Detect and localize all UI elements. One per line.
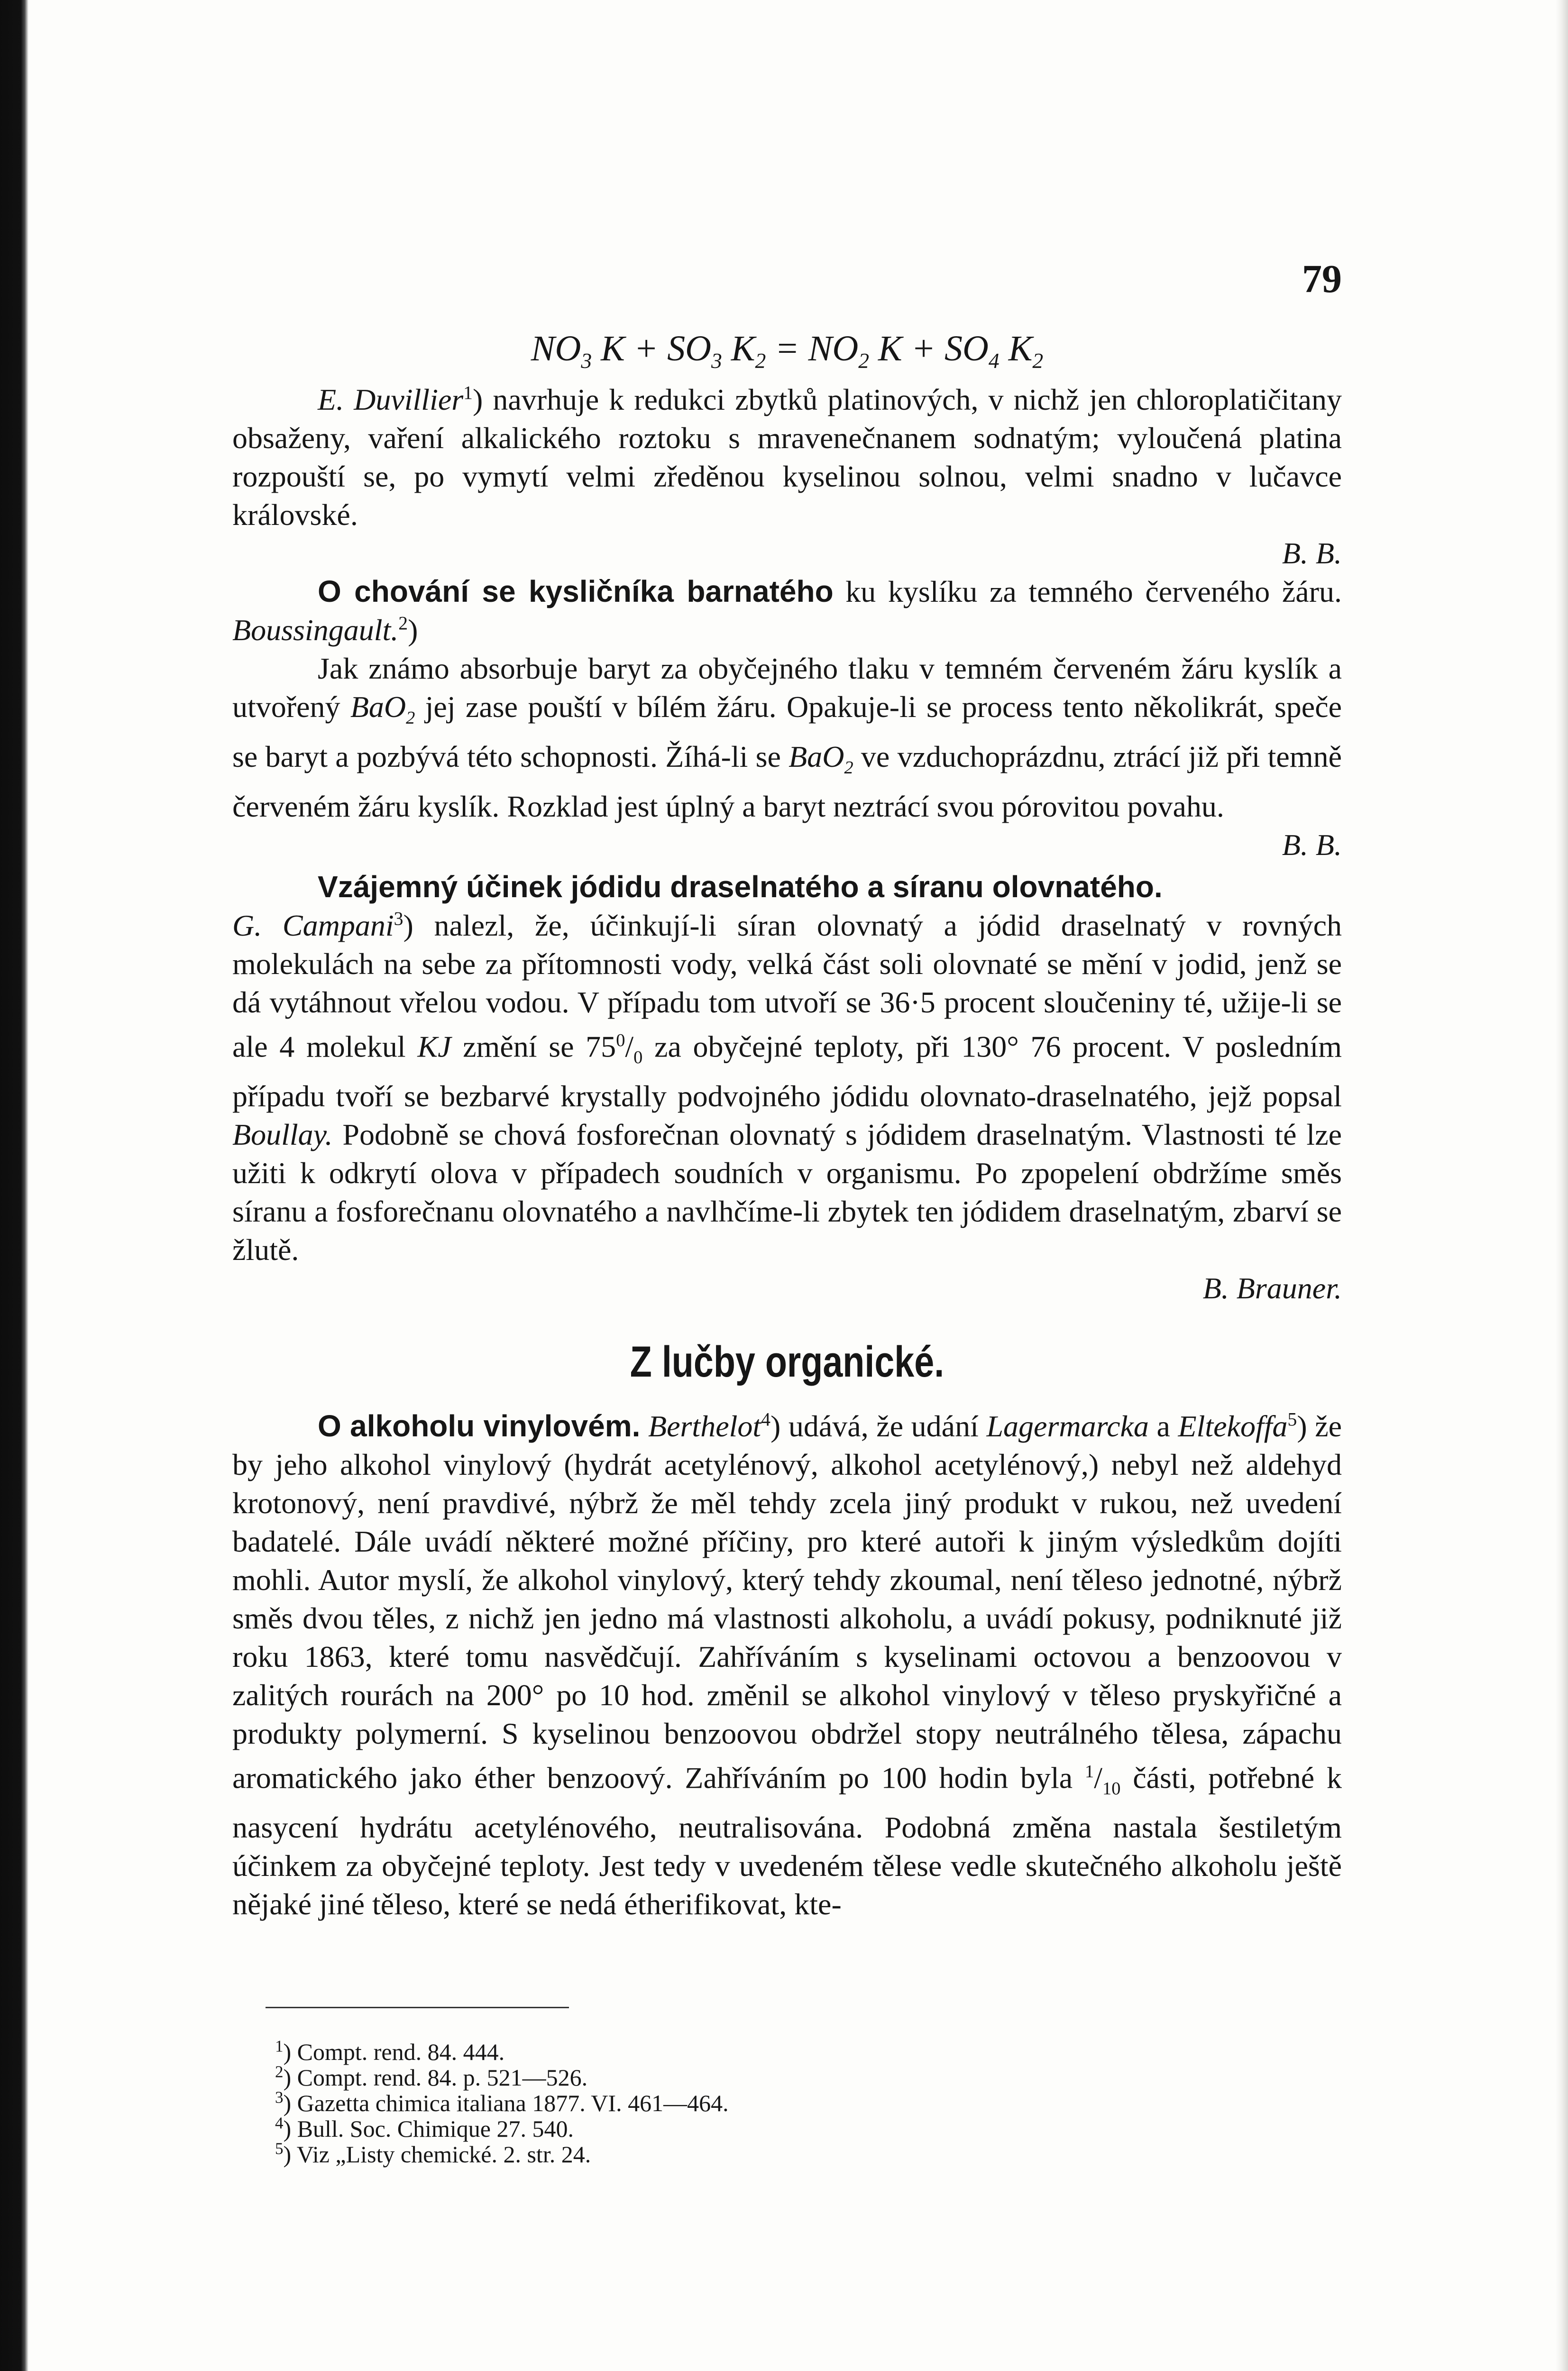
section-title: Z lučby organické.	[630, 1337, 944, 1386]
book-spine-shadow	[0, 0, 28, 2371]
paragraph-vinyl-alcohol: O alkoholu vinylovém. Berthelot$^4$) udává, že udání Lagermarcka a Eltekoffa$^5$) že by jeho alkohol vinylový (hydrát acetylénový, alkohol acetylénový,) nebyl než aldehyd krotonový, není pravdivé, nýbrž že měl tehdy zcela jiný produkt v rukou, než uvedení badatelé. Dále uvádí některé možné příčiny, pro které autoři k jiným výsledkům dojíti mohli. Autor myslí, že alkohol vinylový, který tehdy zkoumal, není těleso jednotné, nýbrž směs dvou těles, z nichž jen jedno má vlastnosti alkoholu, a uvádí pokusy, podniknuté již roku 1863, které tomu nasvědčují. Zahříváním s kyselinami octovou a benzoovou v zalitých rourách na 200° po 10 hod. změnil se alkohol vinylový v těleso pryskyřičné a produkty polymerní. S kyselinou benzoovou obdržel stopy neutrálného tělesa, zápachu aromatického jako éther benzoový. Zahříváním po 100 hodin byla $^1/_{10}$ části, potřebné k nasycení hydrátu acetylénového, neutralisována. Podobná změna nastala šestiletým účinkem za obyčejné teploty. Jest tedy v uvedeném tělese vedle skutečného alkoholu ještě nějaké jiné těleso, které se nedá étherifikovat, kte-	[232, 1408, 1342, 1921]
footnote: $^2$) Compt. rend. 84. p. 521—526.	[275, 2062, 588, 2091]
chemical-equation: $NO_3$ $K + SO_3$ $K_2 = NO_2$ $K + SO_4$ $K_2$	[531, 329, 1044, 373]
signature: B. Brauner.	[1202, 1271, 1342, 1305]
signature: B. B.	[1282, 827, 1342, 862]
article-heading: Vzájemný účinek jódidu draselnatého a síranu olovnatého.	[318, 869, 1163, 904]
paragraph-duvillier: E. Duvillier$^1$) navrhuje k redukci zbytků platinových, v nichž jen chloroplatičitany obsaženy, vaření alkalického roztoku s mravenečnanem sodnatým; vyloučená platina rozpouští se, po vymytí velmi zředěnou kyselinou solnou, velmi snadno v lučavce královské. B. B.	[232, 380, 1342, 572]
footnote: $^3$) Gazetta chimica italiana 1877. VI. 461—464.	[275, 2088, 729, 2116]
page-number: 79	[1302, 257, 1342, 301]
paragraph-campani: G. Campani$^3$) nalezl, že, účinkují-li síran olovnatý a jódid draselnatý v rovných molekulách na sebe za přítomnosti vody, velká část soli olovnaté se mění v jodid, jenž se dá vytáhnout vřelou vodou. V případu tom utvoří se 36·5 procent sloučeniny té, užije-li se ale 4 molekul KJ změní se $75^0/_0$ za obyčejné teploty, při 130° 76 procent. V posledním případu tvoří se bezbarvé krystally podvojného jódidu olovnato-draselnatého, jejž popsal Boullay. Podobně se chová fosforečnan olovnatý s jódidem draselnatým. Vlastnosti té lze užiti k odkrytí olova v případech soudních v organismu. Po zpopelení obdržíme směs síranu a fosforečnanu olovnatého a navlhčíme-li zbytek ten jódidem draselnatým, zbarví se žlutě. B. Brauner.	[232, 906, 1342, 1307]
footnotes	[275, 2039, 1128, 2167]
footnote: $^4$) Bull. Soc. Chimique 27. 540.	[275, 2114, 574, 2142]
paragraph-barium-oxide-body: Jak známo absorbuje baryt za obyčejného tlaku v temném červeném žáru kyslík a utvořený BaO$_2$ jej zase pouští v bílém žáru. Opakuje-li se process tento několikrát, speče se baryt a pozbývá této schopnosti. Žíhá-li se BaO$_2$ ve vzduchoprázdnu, ztrácí již při temně červeném žáru kyslík. Rozklad jest úplný a baryt neztrácí svou pórovitou povahu. B. B.	[232, 649, 1342, 864]
article-heading: O chování se kysličníka barnatého	[318, 574, 834, 608]
page-edge-shadow	[1556, 0, 1568, 2371]
footnote: $^5$) Viz „Listy chemické. 2. str. 24.	[275, 2139, 591, 2168]
paragraph-potassium-iodide-heading	[232, 868, 1342, 906]
footnote-separator	[266, 2007, 569, 2008]
article-heading: O alkoholu vinylovém.	[318, 1408, 641, 1443]
signature: B. B.	[1282, 536, 1342, 570]
paragraph-barium-oxide-heading: O chování se kysličníka barnatého ku kyslíku za temného červeného žáru. Boussingault.$^2$)	[232, 574, 1342, 647]
footnote: $^1$) Compt. rend. 84. 444.	[275, 2037, 505, 2065]
